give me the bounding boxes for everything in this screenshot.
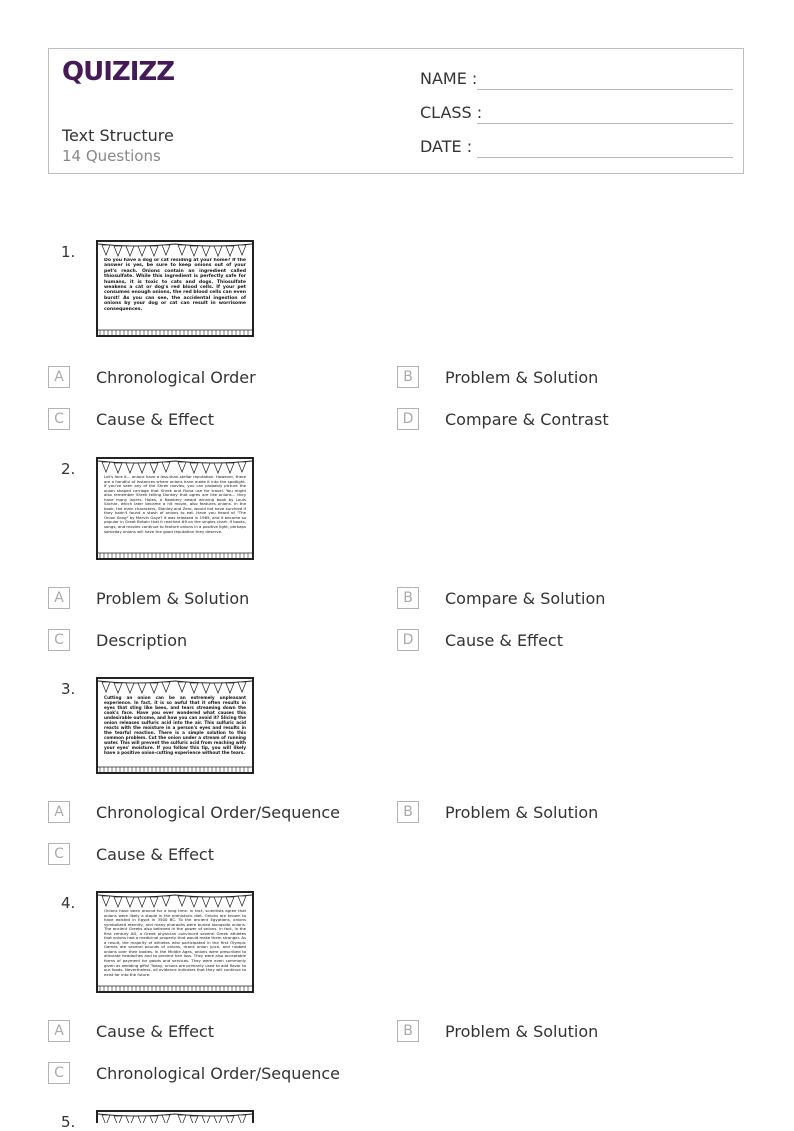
question-count: 14 Questions xyxy=(62,147,161,165)
option-letter-box[interactable]: A xyxy=(48,587,70,609)
option-letter-box[interactable]: A xyxy=(48,366,70,388)
border-decoration xyxy=(98,985,252,991)
option-letter-box[interactable]: C xyxy=(48,629,70,651)
option-letter-box[interactable]: C xyxy=(48,843,70,865)
class-field-line[interactable] xyxy=(477,123,733,124)
date-label: DATE : xyxy=(420,137,473,156)
option-text[interactable]: Chronological Order/Sequence xyxy=(96,803,341,822)
bunting-decoration xyxy=(98,893,252,909)
name-field-line[interactable] xyxy=(477,89,733,90)
option-letter-box[interactable]: A xyxy=(48,1020,70,1042)
bunting-decoration xyxy=(98,242,252,258)
option-letter-box[interactable]: B xyxy=(397,1020,419,1042)
bunting-decoration xyxy=(98,679,252,695)
bunting-decoration xyxy=(98,459,252,475)
option-letter-box[interactable]: D xyxy=(397,629,419,651)
class-label: CLASS : xyxy=(420,103,483,122)
question-image xyxy=(96,891,254,993)
question-number: 5. xyxy=(61,1113,76,1131)
passage-text: Onions have been around for a long time. In fact, scientists agree that onions were likely a staple in the prehistoric diet. Onions are known to have existed in Egypt in 3500 BC. To the ancient Egyptians, onions symbolized eternity, and many pharaohs were buried alongside onions. The ancient Greeks also believed in the power of onions. In fact, in the first century AD, a Greek physician convinced several Greek athletes that onions had a medicinal property that would make them stronger. As a result, the majority of athletes who participated in the first Olympic Games ate several pounds of onions, drank onion juice, and rubbed onions over their bodies. In the Middle Ages, onions were prescribed to alleviate headaches and to prevent hair loss. They were also acceptable forms of payment for goods and services. They were even commonly given as wedding gifts! Today, onions are primarily used to add flavor to our foods. Nevertheless, all evidence indicates that they will continue to exist far into the future. xyxy=(104,909,246,977)
option-text[interactable]: Problem & Solution xyxy=(96,589,250,608)
bunting-decoration xyxy=(98,1112,252,1123)
question-image xyxy=(96,240,254,337)
option-text[interactable]: Cause & Effect xyxy=(96,410,214,429)
option-text[interactable]: Problem & Solution xyxy=(445,1022,599,1041)
border-decoration xyxy=(98,552,252,558)
name-label: NAME : xyxy=(420,69,478,88)
worksheet-title: Text Structure xyxy=(62,126,174,145)
option-letter-box[interactable]: B xyxy=(397,366,419,388)
date-field-line[interactable] xyxy=(477,157,733,158)
passage-text: Do you have a dog or cat residing at your home? If the answer is yes, be sure to keep onions out of your pet's reach. Onions contain an ingredient called thiosulfate. While this ingredient is perfectly safe for humans, it is toxic to cats and dogs. Thiosulfate weakens a cat or dog's red blood cells. If your pet consumes enough onions, the red blood cells can even burst! As you can see, the accidental ingestion of onions by your dog or cat can result in worrisome consequences. xyxy=(104,258,246,312)
option-letter-box[interactable]: A xyxy=(48,801,70,823)
option-text[interactable]: Cause & Effect xyxy=(96,845,214,864)
option-letter-box[interactable]: B xyxy=(397,587,419,609)
question-number: 4. xyxy=(61,894,76,912)
option-text[interactable]: Chronological Order/Sequence xyxy=(96,1064,341,1083)
option-text[interactable]: Compare & Solution xyxy=(445,589,606,608)
option-text[interactable]: Description xyxy=(96,631,188,650)
option-text[interactable]: Cause & Effect xyxy=(96,1022,214,1041)
option-letter-box[interactable]: C xyxy=(48,1062,70,1084)
passage-text: Let's face it... onions have a less-than-stellar reputation. However, there are a handful of instances where onions have made it into the spotlight. If you've seen any of the Shrek movies, you can probably picture the onion shaped carriage that Shrek and Fiona use for travel. You might also remember Shrek telling Donkey that ogres are like onions... they have many layers. Holes, a Newbery award winning book by Louis Sachar, which later became a hit movie, also features onions. In the book, the main characters, Stanley and Zero, would not have survived if they hadn't found a stash of onions to eat. Have you heard of "The Onion Song" by Marvin Gaye? It was released in 1969, and it became so popular in Great Britain that it reached #9 on the singles chart. If books, songs, and movies continue to feature onions in a positive light, perhaps someday onions will have the good reputation they deserve. xyxy=(104,475,246,534)
option-text[interactable]: Cause & Effect xyxy=(445,631,563,650)
option-text[interactable]: Compare & Contrast xyxy=(445,410,609,429)
question-image xyxy=(96,1110,254,1123)
option-text[interactable]: Problem & Solution xyxy=(445,803,599,822)
question-image xyxy=(96,677,254,774)
border-decoration xyxy=(98,329,252,335)
option-text[interactable]: Chronological Order xyxy=(96,368,256,387)
quizizz-logo: QUIZIZZ xyxy=(62,57,175,87)
question-image xyxy=(96,457,254,560)
passage-text: Cutting an onion can be an extremely unpleasant experience. In fact, it is so awful that it often results in eyes that sting like bees, and tears streaming down the cook's face. Have you ever wondered what causes this undesirable outcome, and how you can avoid it? Slicing the onion releases sulfuric acid into the air. This sulfuric acid reacts with the moisture in a person's eyes and results in the tearful reaction. There is a simple solution to this common problem. Cut the onion under a stream of running water. This will prevent the sulfuric acid from reaching with your eyes' moisture. If you follow this tip, you will likely have a positive onion-cutting experience without the tears. xyxy=(104,695,246,755)
option-text[interactable]: Problem & Solution xyxy=(445,368,599,387)
question-number: 3. xyxy=(61,680,76,698)
border-decoration xyxy=(98,766,252,772)
worksheet-header xyxy=(48,48,744,174)
option-letter-box[interactable]: C xyxy=(48,408,70,430)
option-letter-box[interactable]: B xyxy=(397,801,419,823)
question-number: 2. xyxy=(61,460,76,478)
question-number: 1. xyxy=(61,243,76,261)
option-letter-box[interactable]: D xyxy=(397,408,419,430)
